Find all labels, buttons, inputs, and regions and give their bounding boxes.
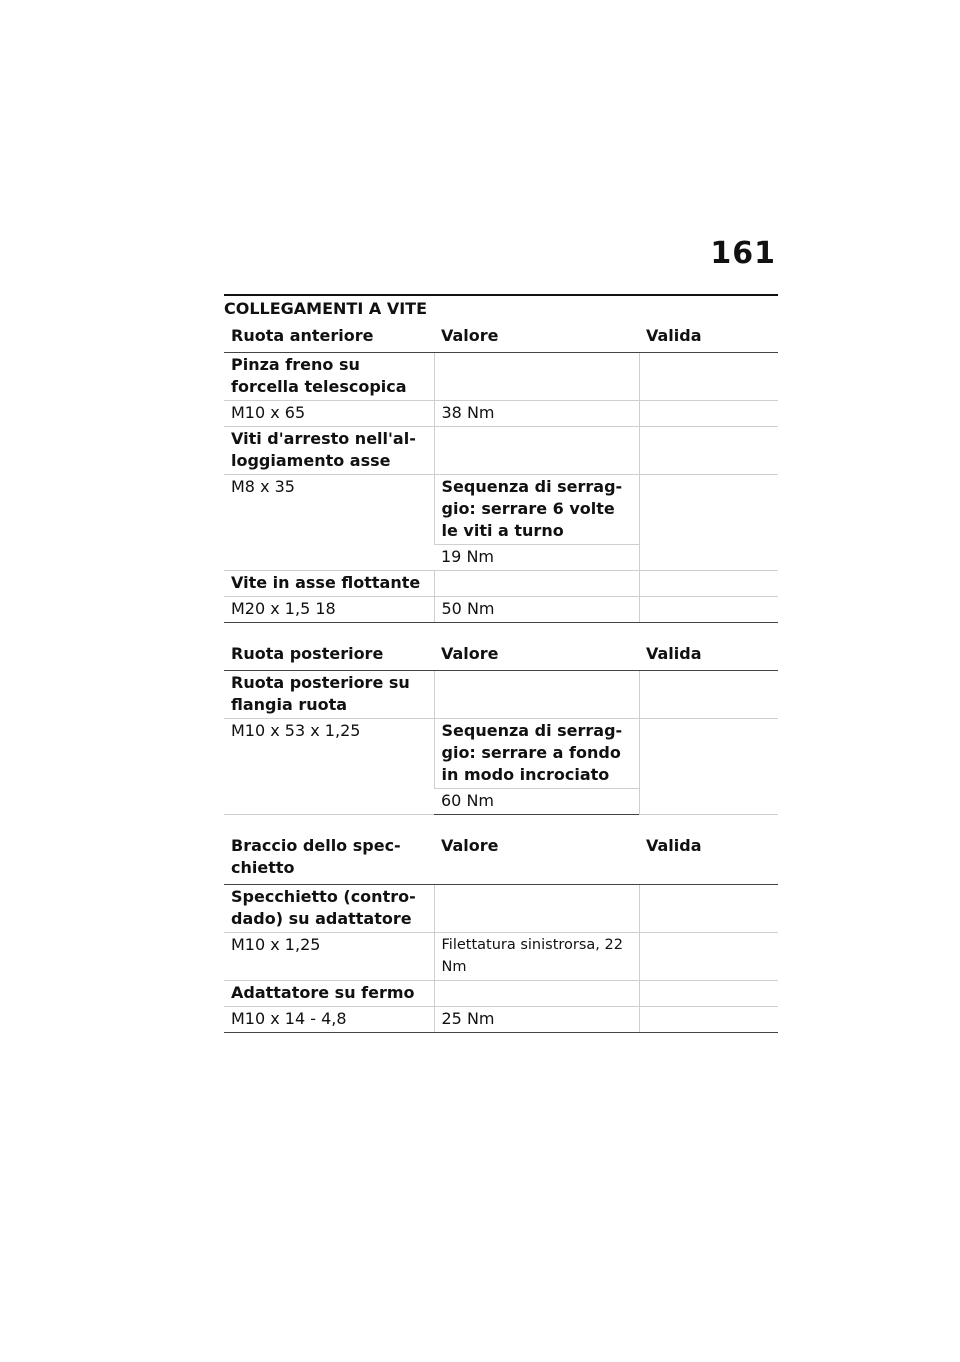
valid-cell	[639, 671, 778, 719]
component-cell: M10 x 1,25	[224, 933, 434, 981]
table-row	[224, 671, 778, 719]
valid-cell	[639, 981, 778, 1007]
value-cell	[434, 571, 639, 597]
header-value: Valore	[434, 823, 639, 885]
value-cell: 38 Nm	[434, 401, 639, 427]
component-cell: Ruota posteriore su flangia ruota	[224, 671, 434, 719]
component-cell: Vite in asse flottante	[224, 571, 434, 597]
component-cell: M8 x 35	[224, 475, 434, 571]
section-title: COLLEGAMENTI A VITE	[224, 299, 427, 318]
valid-cell	[639, 475, 778, 571]
component-cell: Adattatore su fermo	[224, 981, 434, 1007]
component-cell: M10 x 53 x 1,25	[224, 719, 434, 815]
component-cell: M10 x 65	[224, 401, 434, 427]
table-row	[224, 1007, 778, 1033]
value-cell: Sequenza di serrag-gio: serrare 6 volte le viti a turno	[434, 475, 639, 545]
page-number: 161	[710, 236, 776, 271]
component-cell: Viti d'arresto nell'al-loggiamento asse	[224, 427, 434, 475]
header-component: Ruota anteriore	[224, 319, 434, 353]
table-row	[224, 885, 778, 933]
valid-cell	[639, 401, 778, 427]
screw-connections-section	[224, 294, 778, 1033]
header-component: Braccio dello spec-chietto	[224, 823, 434, 885]
value-cell: 25 Nm	[434, 1007, 639, 1033]
valid-cell	[639, 1007, 778, 1033]
value-cell	[434, 427, 639, 475]
valid-cell	[639, 597, 778, 623]
table-row	[224, 719, 778, 789]
table-row	[224, 401, 778, 427]
valid-cell	[639, 933, 778, 981]
valid-cell	[639, 571, 778, 597]
section-rule	[224, 294, 778, 296]
component-cell: Specchietto (contro-dado) su adattatore	[224, 885, 434, 933]
header-value: Valore	[434, 631, 639, 671]
valid-cell	[639, 427, 778, 475]
table-row	[224, 427, 778, 475]
value-cell: Filettatura sinistrorsa, 22 Nm	[434, 933, 639, 981]
table-row	[224, 981, 778, 1007]
table-row	[224, 597, 778, 623]
value-cell: 60 Nm	[434, 789, 639, 815]
header-valid: Valida	[639, 319, 778, 353]
table-header-row	[224, 631, 778, 671]
valid-cell	[639, 719, 778, 815]
value-cell	[434, 353, 639, 401]
valid-cell	[639, 885, 778, 933]
header-value: Valore	[434, 319, 639, 353]
value-cell	[434, 885, 639, 933]
component-cell: Pinza freno su forcella telescopica	[224, 353, 434, 401]
component-cell: M10 x 14 - 4,8	[224, 1007, 434, 1033]
table-header-row	[224, 319, 778, 353]
table-row	[224, 571, 778, 597]
mirror-arm-table	[224, 823, 778, 1033]
valid-cell	[639, 353, 778, 401]
value-cell	[434, 981, 639, 1007]
table-row	[224, 353, 778, 401]
value-cell	[434, 671, 639, 719]
value-cell: 50 Nm	[434, 597, 639, 623]
table-row	[224, 475, 778, 545]
rear-wheel-table	[224, 631, 778, 815]
table-row	[224, 933, 778, 981]
header-component: Ruota posteriore	[224, 631, 434, 671]
table-header-row	[224, 823, 778, 885]
value-cell: 19 Nm	[434, 545, 639, 571]
front-wheel-table	[224, 319, 778, 623]
value-cell: Sequenza di serrag-gio: serrare a fondo in modo incrociato	[434, 719, 639, 789]
header-valid: Valida	[639, 823, 778, 885]
component-cell: M20 x 1,5 18	[224, 597, 434, 623]
header-valid: Valida	[639, 631, 778, 671]
